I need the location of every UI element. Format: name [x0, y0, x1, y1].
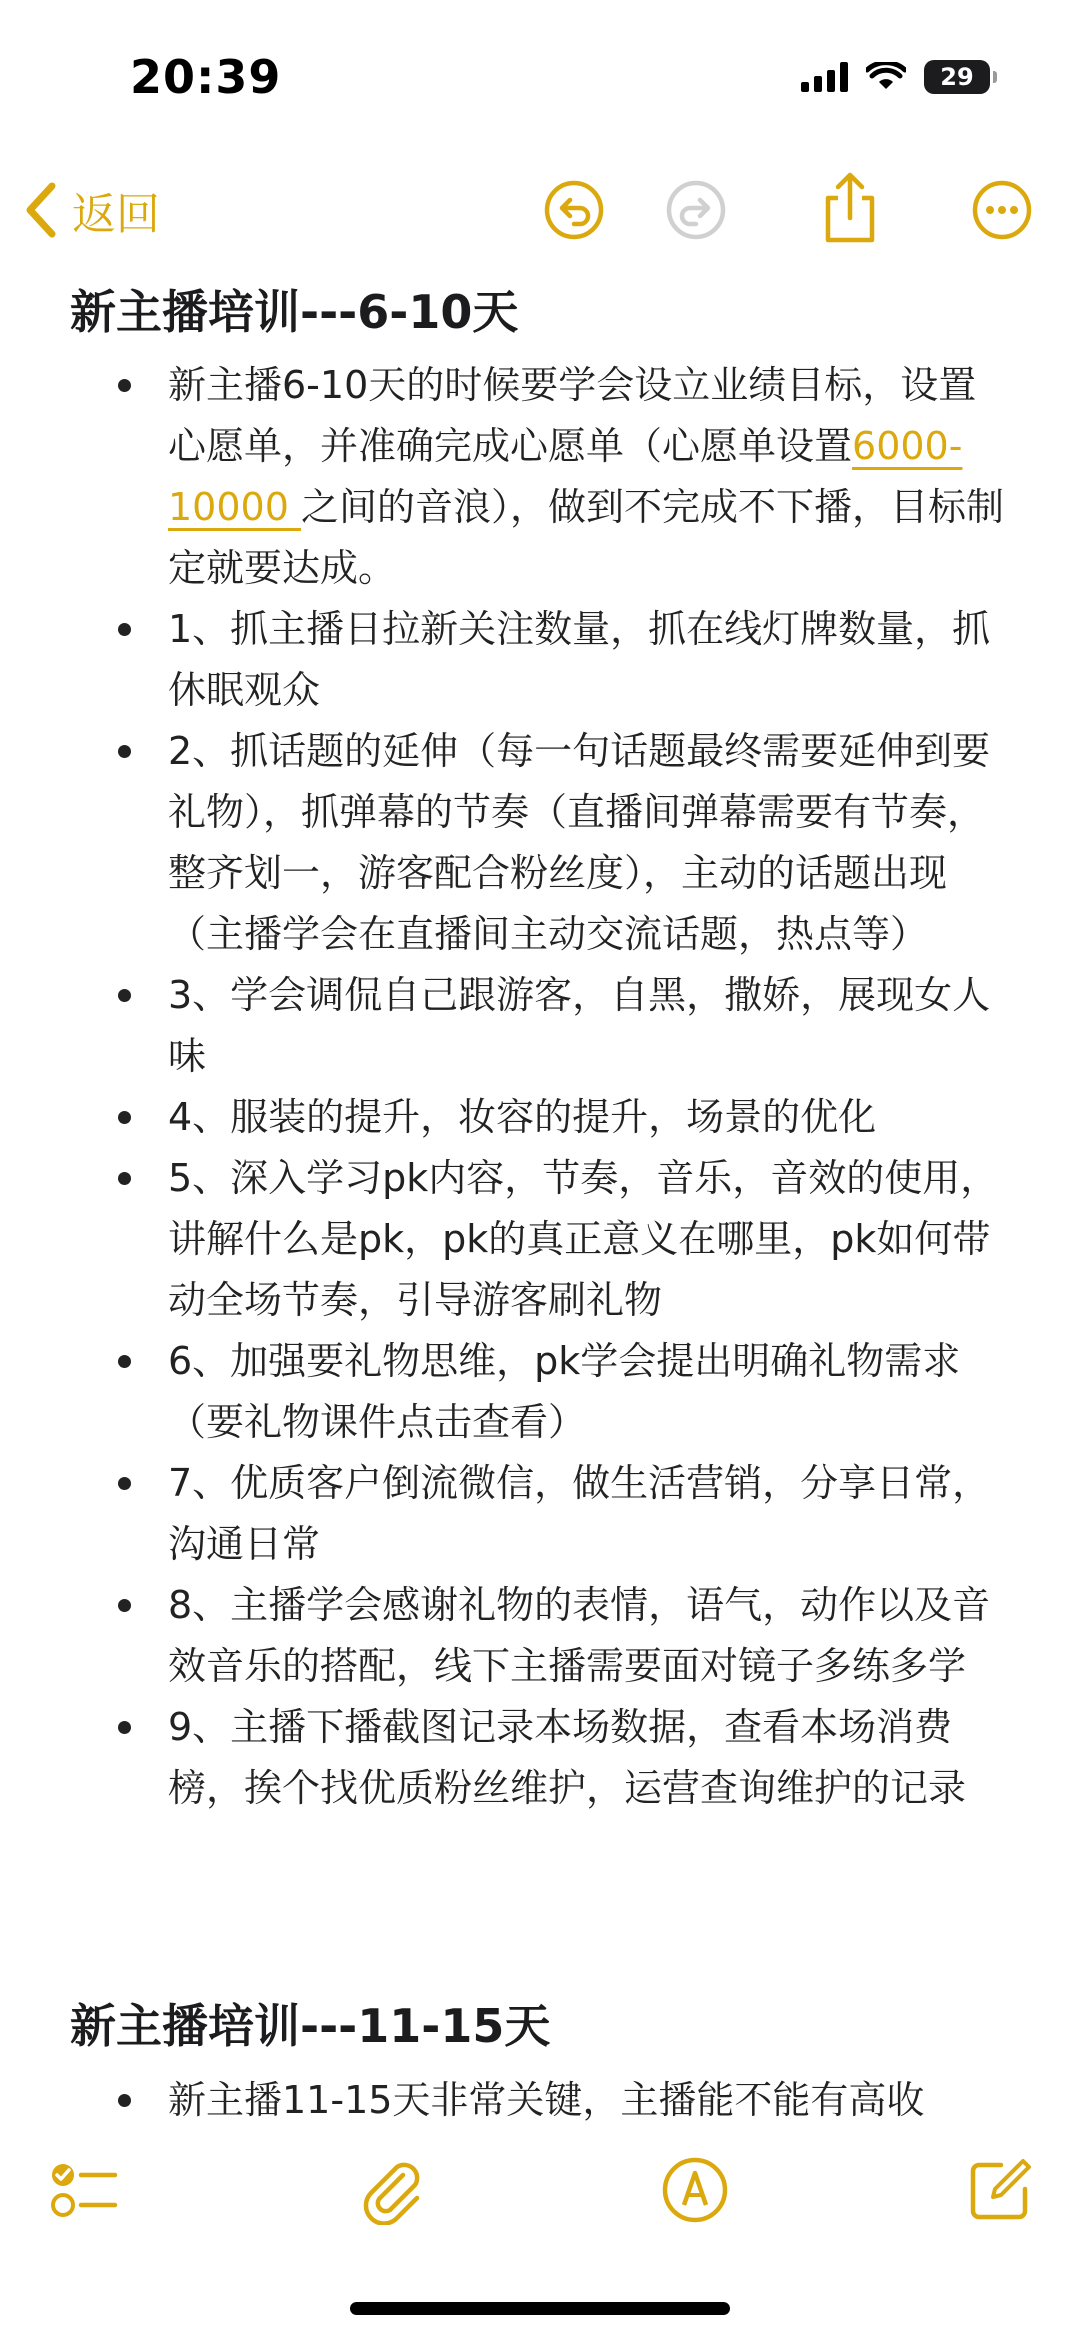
undo-button[interactable]: [538, 174, 610, 246]
redo-icon: [664, 178, 728, 242]
amount-link[interactable]: 6000-10000: [168, 424, 963, 529]
battery-level: 29: [940, 63, 974, 91]
list-item: 9、主播下播截图记录本场数据，查看本场消费榜，挨个找优质粉丝维护，运营查询维护的记录: [0, 1697, 1080, 1819]
back-label: 返回: [72, 189, 160, 240]
markup-pen-icon: [660, 2155, 730, 2225]
top-toolbar: [0, 160, 1080, 260]
clock: 20:39: [130, 50, 282, 104]
checklist-icon: [49, 2155, 119, 2225]
list-item-text: 之间的音浪），做到不完成不下播，目标制定就要达成。: [168, 485, 1004, 590]
checklist-button[interactable]: [44, 2150, 124, 2230]
compose-button[interactable]: [960, 2150, 1040, 2230]
section-heading: 新主播培训---6-10天: [70, 285, 519, 339]
paperclip-icon: [359, 2155, 429, 2225]
battery-icon: [924, 60, 990, 94]
status-icons: [801, 60, 990, 94]
list-item: 新主播11-15天非常关键，主播能不能有高收: [0, 2070, 1080, 2131]
share-icon: [820, 170, 880, 246]
cellular-signal-icon: [801, 62, 848, 92]
wifi-icon: [866, 62, 906, 92]
compose-icon: [965, 2155, 1035, 2225]
list-item: [0, 355, 1080, 599]
list-item: 1、抓主播日拉新关注数量，抓在线灯牌数量，抓休眠观众: [0, 599, 1080, 721]
home-indicator[interactable]: [350, 2302, 730, 2315]
section-heading: 新主播培训---11-15天: [70, 1999, 551, 2053]
list-item: 7、优质客户倒流微信，做生活营销，分享日常，沟通日常: [0, 1453, 1080, 1575]
status-bar: [0, 0, 1080, 150]
markup-button[interactable]: [655, 2150, 735, 2230]
list-item: 8、主播学会感谢礼物的表情，语气，动作以及音效音乐的搭配，线下主播需要面对镜子多练多学: [0, 1575, 1080, 1697]
chevron-left-icon: [22, 180, 58, 240]
share-button[interactable]: [814, 166, 886, 250]
undo-icon: [542, 178, 606, 242]
bullet-list: [0, 2070, 1080, 2131]
attachment-button[interactable]: [354, 2150, 434, 2230]
list-item: 5、深入学习pk内容，节奏，音乐，音效的使用，讲解什么是pk，pk的真正意义在哪里，pk如何带动全场节奏，引导游客刷礼物: [0, 1148, 1080, 1331]
list-item: 6、加强要礼物思维，pk学会提出明确礼物需求（要礼物课件点击查看）: [0, 1331, 1080, 1453]
list-item-text: 新主播6-10天的时候要学会设立业绩目标，设置心愿单，并准确完成心愿单（心愿单设置: [168, 363, 977, 468]
list-item: 2、抓话题的延伸（每一句话题最终需要延伸到要礼物），抓弹幕的节奏（直播间弹幕需要有节奏，整齐划一，游客配合粉丝度），主动的话题出现（主播学会在直播间主动交流话题，热点等）: [0, 721, 1080, 965]
more-button[interactable]: [966, 174, 1038, 246]
list-item: 3、学会调侃自己跟游客，自黑，撒娇，展现女人味: [0, 965, 1080, 1087]
bottom-toolbar: [0, 2130, 1080, 2260]
redo-button[interactable]: [660, 174, 732, 246]
list-item: 4、服装的提升，妆容的提升，场景的优化: [0, 1087, 1080, 1148]
bullet-list: [0, 355, 1080, 1819]
back-button[interactable]: [22, 172, 160, 248]
more-icon: [970, 178, 1034, 242]
